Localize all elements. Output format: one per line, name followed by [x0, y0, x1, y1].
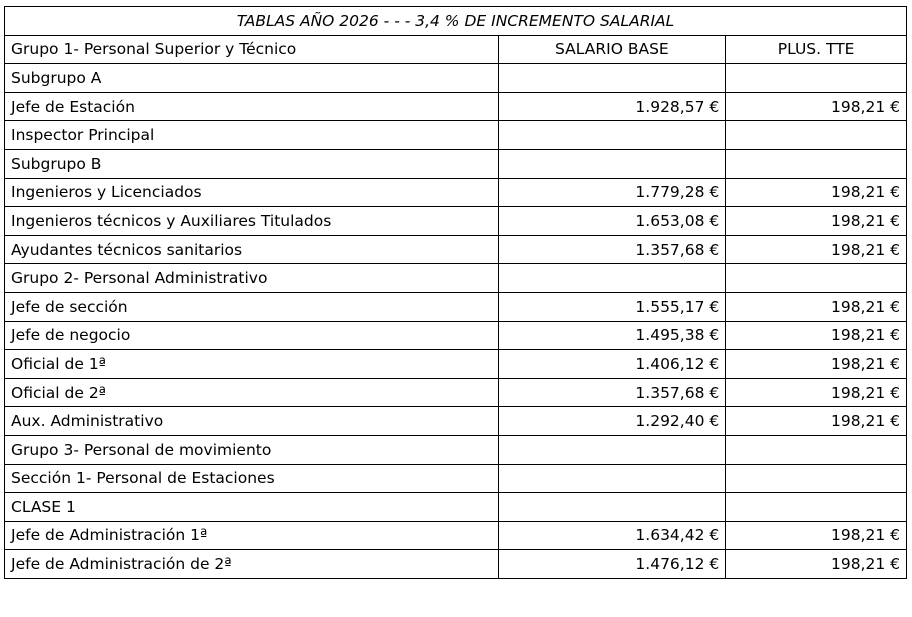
row-label: Oficial de 2ª	[5, 378, 499, 407]
table-row	[5, 321, 907, 350]
table-row	[5, 550, 907, 579]
row-label: Aux. Administrativo	[5, 407, 499, 436]
row-salary-base	[498, 264, 726, 293]
table-row	[5, 121, 907, 150]
row-plus-tte	[726, 64, 907, 93]
row-plus-tte: 198,21 €	[726, 407, 907, 436]
row-salary-base: 1.653,08 €	[498, 207, 726, 236]
row-salary-base: 1.406,12 €	[498, 350, 726, 379]
table-row	[5, 493, 907, 522]
row-label: Subgrupo B	[5, 149, 499, 178]
row-plus-tte	[726, 149, 907, 178]
title-row	[5, 7, 907, 36]
row-salary-base	[498, 493, 726, 522]
row-plus-tte: 198,21 €	[726, 321, 907, 350]
row-label: CLASE 1	[5, 493, 499, 522]
row-salary-base	[498, 64, 726, 93]
table-row	[5, 235, 907, 264]
row-salary-base: 1.928,57 €	[498, 92, 726, 121]
row-plus-tte	[726, 435, 907, 464]
row-salary-base: 1.357,68 €	[498, 378, 726, 407]
row-plus-tte: 198,21 €	[726, 350, 907, 379]
row-plus-tte: 198,21 €	[726, 521, 907, 550]
row-salary-base	[498, 149, 726, 178]
row-plus-tte: 198,21 €	[726, 178, 907, 207]
row-salary-base	[498, 121, 726, 150]
row-plus-tte: 198,21 €	[726, 207, 907, 236]
row-plus-tte	[726, 121, 907, 150]
row-salary-base: 1.357,68 €	[498, 235, 726, 264]
table-row	[5, 178, 907, 207]
row-label: Grupo 2- Personal Administrativo	[5, 264, 499, 293]
table-row	[5, 378, 907, 407]
header-salary-base: SALARIO BASE	[498, 35, 726, 64]
row-salary-base: 1.476,12 €	[498, 550, 726, 579]
row-label: Jefe de Administración 1ª	[5, 521, 499, 550]
header-plus-tte: PLUS. TTE	[726, 35, 907, 64]
table-row	[5, 149, 907, 178]
row-salary-base: 1.292,40 €	[498, 407, 726, 436]
salary-table	[4, 6, 907, 579]
row-salary-base	[498, 435, 726, 464]
row-label: Jefe de Administración de 2ª	[5, 550, 499, 579]
row-plus-tte: 198,21 €	[726, 92, 907, 121]
row-label: Ingenieros técnicos y Auxiliares Titulados	[5, 207, 499, 236]
table-row	[5, 407, 907, 436]
row-salary-base: 1.495,38 €	[498, 321, 726, 350]
table-row	[5, 464, 907, 493]
row-plus-tte: 198,21 €	[726, 292, 907, 321]
row-label: Jefe de sección	[5, 292, 499, 321]
table-title: TABLAS AÑO 2026 - - - 3,4 % DE INCREMENTO SALARIAL	[5, 7, 907, 36]
row-plus-tte	[726, 464, 907, 493]
table-row	[5, 350, 907, 379]
table-row	[5, 264, 907, 293]
table-row	[5, 521, 907, 550]
row-label: Grupo 3- Personal de movimiento	[5, 435, 499, 464]
table-row	[5, 207, 907, 236]
header-row	[5, 35, 907, 64]
row-label: Jefe de Estación	[5, 92, 499, 121]
table-row	[5, 92, 907, 121]
row-label: Sección 1- Personal de Estaciones	[5, 464, 499, 493]
row-salary-base	[498, 464, 726, 493]
row-plus-tte: 198,21 €	[726, 235, 907, 264]
row-label: Ayudantes técnicos sanitarios	[5, 235, 499, 264]
table-row	[5, 292, 907, 321]
row-label: Jefe de negocio	[5, 321, 499, 350]
row-label: Oficial de 1ª	[5, 350, 499, 379]
row-label: Ingenieros y Licenciados	[5, 178, 499, 207]
table-row	[5, 435, 907, 464]
row-plus-tte: 198,21 €	[726, 550, 907, 579]
row-salary-base: 1.779,28 €	[498, 178, 726, 207]
row-label: Inspector Principal	[5, 121, 499, 150]
row-plus-tte	[726, 493, 907, 522]
row-plus-tte	[726, 264, 907, 293]
row-salary-base: 1.634,42 €	[498, 521, 726, 550]
table-row	[5, 64, 907, 93]
row-label: Subgrupo A	[5, 64, 499, 93]
salary-table-body	[5, 7, 907, 579]
row-plus-tte: 198,21 €	[726, 378, 907, 407]
row-salary-base: 1.555,17 €	[498, 292, 726, 321]
header-category: Grupo 1- Personal Superior y Técnico	[5, 35, 499, 64]
